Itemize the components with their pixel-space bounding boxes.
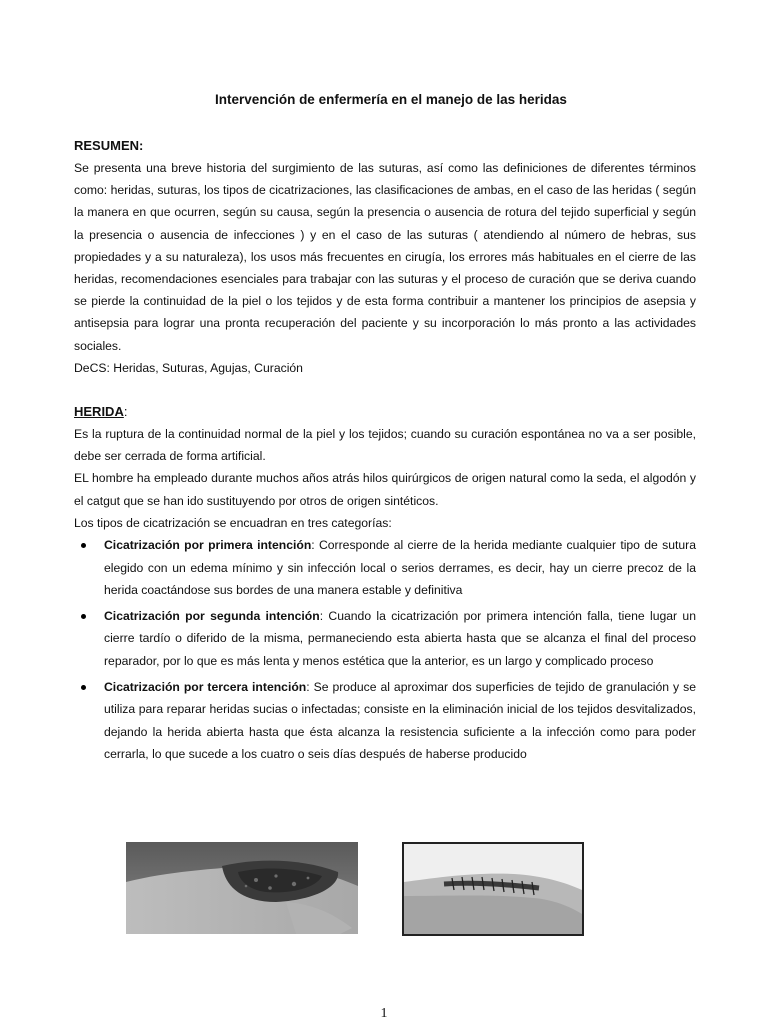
- wound-photo-open: [126, 842, 358, 934]
- healing-type-text: : Se produce al aproximar dos superficies de tejido de granulación y se utiliza para reparar heridas sucias o infectadas; consiste en la eliminación inicial de los tejidos desvitalizados, dejando la herida abierta hasta que ésta alcanza la resistencia suficiente a la infección como para poder cerrarla, lo que sucede a los cuatro o seis días después de haberse producido: [104, 679, 696, 762]
- healing-type-text: : Corresponde al cierre de la herida mediante cualquier tipo de sutura elegido con un edema mínimo y sin infección local o serios derrames, es decir, hay un cierre precoz de la herida coactándose sus bordes de una manera estable y definitiva: [104, 538, 696, 598]
- document-page: [74, 92, 696, 769]
- herida-types-intro: Los tipos de cicatrización se encuadran en tres categorías:: [74, 515, 392, 530]
- healing-types-list: [74, 534, 696, 766]
- open-wound-image: [126, 842, 358, 934]
- healing-type-term: Cicatrización por tercera intención: [104, 679, 307, 694]
- bullet-icon: [81, 543, 86, 548]
- wound-photo-sutured: [402, 842, 584, 936]
- page-number: 1: [380, 1006, 388, 1021]
- resumen-heading: RESUMEN:: [74, 138, 144, 153]
- list-item: [74, 605, 696, 673]
- herida-history: EL hombre ha empleado durante muchos años atrás hilos quirúrgicos de origen natural como la seda, el algodón y el catgut que se han ido sustituyendo por otros de origen sintéticos.: [74, 471, 696, 508]
- list-item: [74, 534, 696, 602]
- sutured-wound-image: [404, 844, 582, 934]
- healing-type-term: Cicatrización por primera intención: [104, 538, 312, 553]
- healing-type-text: : Cuando la cicatrización por primera intención falla, tiene lugar un cierre tardío o diferido de la misma, permaneciendo esta abierta hasta que se alcanza el final del proceso reparador, por lo que es más lenta y menos estética que la anterior, es un largo y complicado proceso: [104, 608, 696, 669]
- healing-type-term: Cicatrización por segunda intención: [104, 608, 320, 623]
- resumen-body: Se presenta una breve historia del surgimiento de las suturas, así como las definiciones de diferentes términos como: heridas, suturas, los tipos de cicatrizaciones, las clasificaciones de ambas, en el caso de las heridas ( según la manera en que ocurren, según su causa, según la presencia o ausencia de rotura del tejido superficial y según la presencia o ausencia de infecciones ) y en el caso de las suturas ( atendiendo al número de hebras, sus propiedades y a su naturaleza), los usos más frecuentes en cirugía, los errores más habituales en el cierre de las heridas, recomendaciones esenciales para trabajar con las suturas y el proceso de curación que se deriva cuando se pierde la continuidad de la piel o los tejidos y de esta forma contribuir a mantener los principios de asepsia y antisepsia para lograr una pronta recuperación del paciente y su incorporación lo más pronto a las actividades sociales.: [74, 161, 696, 353]
- bullet-icon: [81, 614, 86, 619]
- herida-heading-line: [74, 401, 696, 423]
- herida-heading: HERIDA: [74, 404, 124, 420]
- herida-heading-colon: :: [123, 404, 128, 420]
- decs-keywords: DeCS: Heridas, Suturas, Agujas, Curación: [74, 360, 303, 375]
- list-item: [74, 676, 696, 766]
- bullet-icon: [81, 685, 86, 690]
- document-title: Intervención de enfermería en el manejo de las heridas: [215, 92, 567, 107]
- herida-definition: Es la ruptura de la continuidad normal de la piel y los tejidos; cuando su curación espontánea no va a ser posible, debe ser cerrada de forma artificial.: [74, 427, 696, 464]
